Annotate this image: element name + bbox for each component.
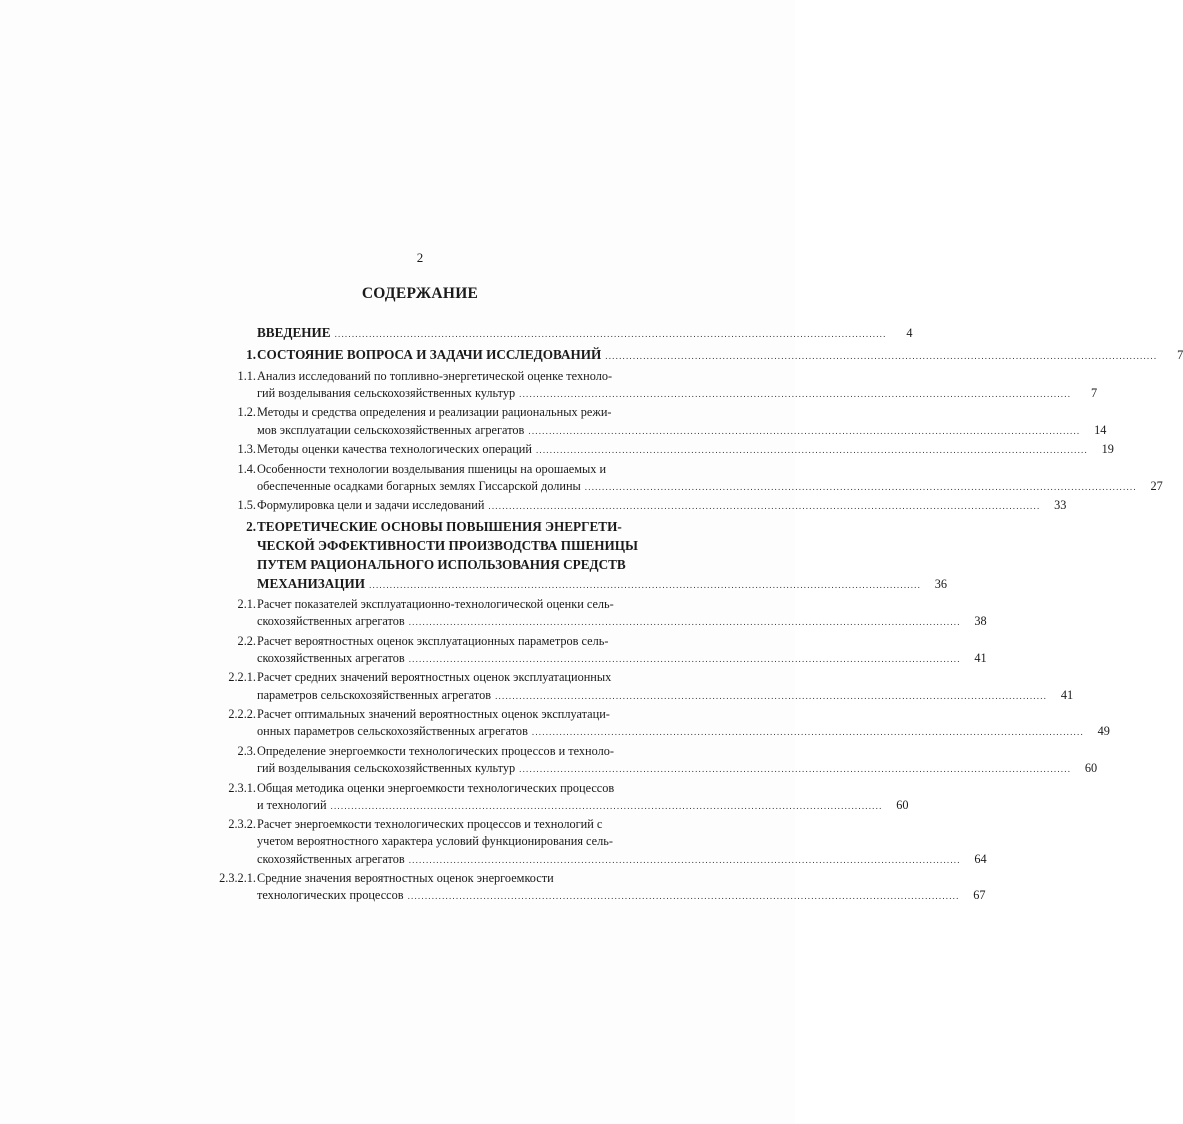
toc-entry-line: Общая методика оценки энергоемкости технологических процессов xyxy=(257,780,615,795)
toc-leader-dots: ................................................................................................................................................................ xyxy=(334,329,887,339)
toc-entry xyxy=(198,870,986,905)
toc-entry-body xyxy=(256,596,987,631)
toc-entry xyxy=(198,517,948,595)
toc-entry-title: гий возделывания сельскохозяйственных культур xyxy=(257,385,516,400)
toc-entry-page: 41 xyxy=(1060,687,1074,702)
toc-entry xyxy=(198,497,1067,515)
toc-entry-line: ТЕОРЕТИЧЕСКИЕ ОСНОВЫ ПОВЫШЕНИЯ ЭНЕРГЕТИ- xyxy=(257,518,622,534)
toc-entry-line: Определение энергоемкости технологических процессов и техноло- xyxy=(257,743,615,758)
toc-entry-body xyxy=(256,816,987,869)
toc-leader-dots: ................................................................................................................................................................ xyxy=(408,617,961,628)
toc-leader-dots: ................................................................................................................................................................ xyxy=(330,800,883,811)
toc-entry-page: 27 xyxy=(1150,478,1163,493)
toc-entry-title: скохозяйственных агрегатов xyxy=(257,851,405,866)
toc-entry-page: 64 xyxy=(974,851,987,866)
toc-entry-page: 7 xyxy=(1177,348,1183,363)
toc-leader-dots: ................................................................................................................................................................ xyxy=(519,764,1072,775)
toc-entry-title: обеспеченные осадками богарных землях Гиссарской долины xyxy=(257,478,581,493)
toc-entry-number: 2.3. xyxy=(237,743,256,758)
toc-entry xyxy=(198,368,1098,403)
toc-entry xyxy=(198,633,987,668)
toc-entry-page: 49 xyxy=(1097,724,1110,739)
toc-entry-line: Расчет показателей эксплуатационно-технологической оценки сель- xyxy=(257,597,614,611)
toc-leader-dots: ................................................................................................................................................................ xyxy=(605,351,1158,362)
toc-entry-page: 38 xyxy=(974,614,987,629)
toc-entry-page: 67 xyxy=(973,888,986,903)
toc-entry-body xyxy=(256,368,1097,403)
toc-leader-dots: ................................................................................................................................................................ xyxy=(407,891,960,902)
toc-entry xyxy=(198,461,1163,496)
toc-entry-line: учетом вероятностного характера условий функционирования сель- xyxy=(257,834,613,849)
toc-entry-body xyxy=(256,743,1097,778)
toc-entry-line: Особенности технологии возделывания пшеницы на орошаемых и xyxy=(257,461,607,476)
toc-leader-dots: ................................................................................................................................................................ xyxy=(408,653,961,664)
toc-entry-number: 2.2.1. xyxy=(228,670,256,685)
toc-title: СОДЕРЖАНИЕ xyxy=(361,285,479,302)
toc-entry-title: Формулировка цели и задачи исследований xyxy=(257,498,485,513)
toc-entry-page: 41 xyxy=(974,650,987,665)
toc-entry-title: параметров сельскохозяйственных агрегатов xyxy=(257,687,492,702)
toc-entry-title: МЕХАНИЗАЦИИ xyxy=(257,575,366,591)
toc-entry-line: ЧЕСКОЙ ЭФФЕКТИВНОСТИ ПРОИЗВОДСТВА ПШЕНИЦЫ xyxy=(257,537,639,553)
toc-entry-page: 19 xyxy=(1101,442,1114,456)
toc-entry xyxy=(198,404,1107,439)
toc-entry-page: 7 xyxy=(1090,385,1098,400)
toc-leader-dots: ................................................................................................................................................................ xyxy=(369,579,922,590)
toc-leader-dots: ................................................................................................................................................................ xyxy=(495,690,1048,701)
toc-entry-page: 36 xyxy=(934,576,948,591)
toc-entry xyxy=(198,596,987,631)
toc-entry-number: 1.2. xyxy=(237,405,256,420)
toc-entry-body xyxy=(256,404,1106,439)
toc-leader-dots: ................................................................................................................................................................ xyxy=(408,854,961,865)
toc-entry-title: скохозяйственных агрегатов xyxy=(257,614,405,629)
toc-entry-line: Методы и средства определения и реализации рациональных режи- xyxy=(257,405,612,420)
toc-entry xyxy=(198,345,1183,366)
toc-entry-number: 2.2.2. xyxy=(228,707,256,722)
toc-entry-body xyxy=(256,669,1073,704)
table-of-contents xyxy=(198,323,1183,907)
toc-entry-body xyxy=(256,323,913,344)
toc-leader-dots: ................................................................................................................................................................ xyxy=(519,388,1072,399)
toc-entry-title: гий возделывания сельскохозяйственных культур xyxy=(257,761,516,776)
toc-leader-dots: ................................................................................................................................................................ xyxy=(535,445,1088,455)
toc-leader-dots: ................................................................................................................................................................ xyxy=(488,501,1041,512)
toc-entry-title: Методы оценки качества технологических операций xyxy=(257,442,532,456)
toc-entry-page: 60 xyxy=(896,797,909,812)
toc-entry-body xyxy=(256,780,909,815)
toc-entry-body xyxy=(256,706,1110,741)
toc-entry-number: 1.4. xyxy=(237,461,256,476)
page-number: 2 xyxy=(416,250,424,265)
toc-entry-body xyxy=(256,517,947,595)
toc-entry-page: 14 xyxy=(1094,422,1107,437)
toc-entry-number: 2.3.2.1. xyxy=(219,871,256,886)
toc-entry-number: 2.3.2. xyxy=(228,817,256,832)
toc-entry-line: Средние значения вероятностных оценок энергоемкости xyxy=(257,871,554,886)
toc-entry xyxy=(198,743,1098,778)
toc-entry-title: ВВЕДЕНИЕ xyxy=(257,325,331,340)
toc-entry-body xyxy=(256,441,1114,459)
toc-entry-body xyxy=(256,633,987,668)
toc-entry xyxy=(198,706,1110,741)
toc-entry-number: 2.3.1. xyxy=(228,780,256,795)
toc-entry-line: Анализ исследований по топливно-энергетической оценке техноло- xyxy=(257,368,613,383)
toc-leader-dots: ................................................................................................................................................................ xyxy=(584,481,1137,492)
toc-entry-title: и технологий xyxy=(257,797,327,812)
toc-entry-number: 1. xyxy=(246,347,256,363)
toc-entry-body xyxy=(256,345,1183,366)
toc-entry-line: Расчет средних значений вероятностных оценок эксплуатационных xyxy=(257,670,612,685)
toc-entry-number: 1.5. xyxy=(237,498,256,513)
toc-entry-title: скохозяйственных агрегатов xyxy=(257,650,405,665)
toc-entry xyxy=(198,441,1114,459)
toc-entry-body xyxy=(256,461,1163,496)
toc-leader-dots: ................................................................................................................................................................ xyxy=(531,727,1084,738)
toc-entry-title: СОСТОЯНИЕ ВОПРОСА И ЗАДАЧИ ИССЛЕДОВАНИЙ xyxy=(257,347,602,363)
toc-entry-title: технологических процессов xyxy=(257,888,404,903)
toc-entry-body xyxy=(256,497,1066,515)
toc-entry-number: 1.3. xyxy=(237,442,256,456)
toc-entry xyxy=(198,816,987,869)
toc-entry-line: Расчет оптимальных значений вероятностных оценок эксплуатаци- xyxy=(257,707,610,722)
toc-entry-line: ПУТЕМ РАЦИОНАЛЬНОГО ИСПОЛЬЗОВАНИЯ СРЕДСТВ xyxy=(257,556,626,572)
toc-entry-page: 60 xyxy=(1084,761,1098,776)
toc-entry-body xyxy=(256,870,986,905)
toc-entry-title: мов эксплуатации сельскохозяйственных агрегатов xyxy=(257,422,525,437)
toc-leader-dots: ................................................................................................................................................................ xyxy=(528,425,1081,436)
toc-entry xyxy=(198,669,1074,704)
toc-entry-line: Расчет вероятностных оценок эксплуатационных параметров сель- xyxy=(257,633,609,648)
toc-entry-page: 33 xyxy=(1054,498,1067,513)
toc-entry xyxy=(198,780,909,815)
toc-entry-number: 2.1. xyxy=(237,597,256,611)
toc-entry xyxy=(198,323,913,344)
toc-entry-page: 4 xyxy=(906,326,913,340)
toc-entry-line: Расчет энергоемкости технологических процессов и технологий с xyxy=(257,817,603,832)
toc-entry-number: 1.1. xyxy=(237,368,256,383)
toc-entry-title: онных параметров сельскохозяйственных агрегатов xyxy=(257,724,528,739)
toc-entry-number: 2. xyxy=(246,518,256,534)
toc-entry-number: 2.2. xyxy=(237,633,256,648)
